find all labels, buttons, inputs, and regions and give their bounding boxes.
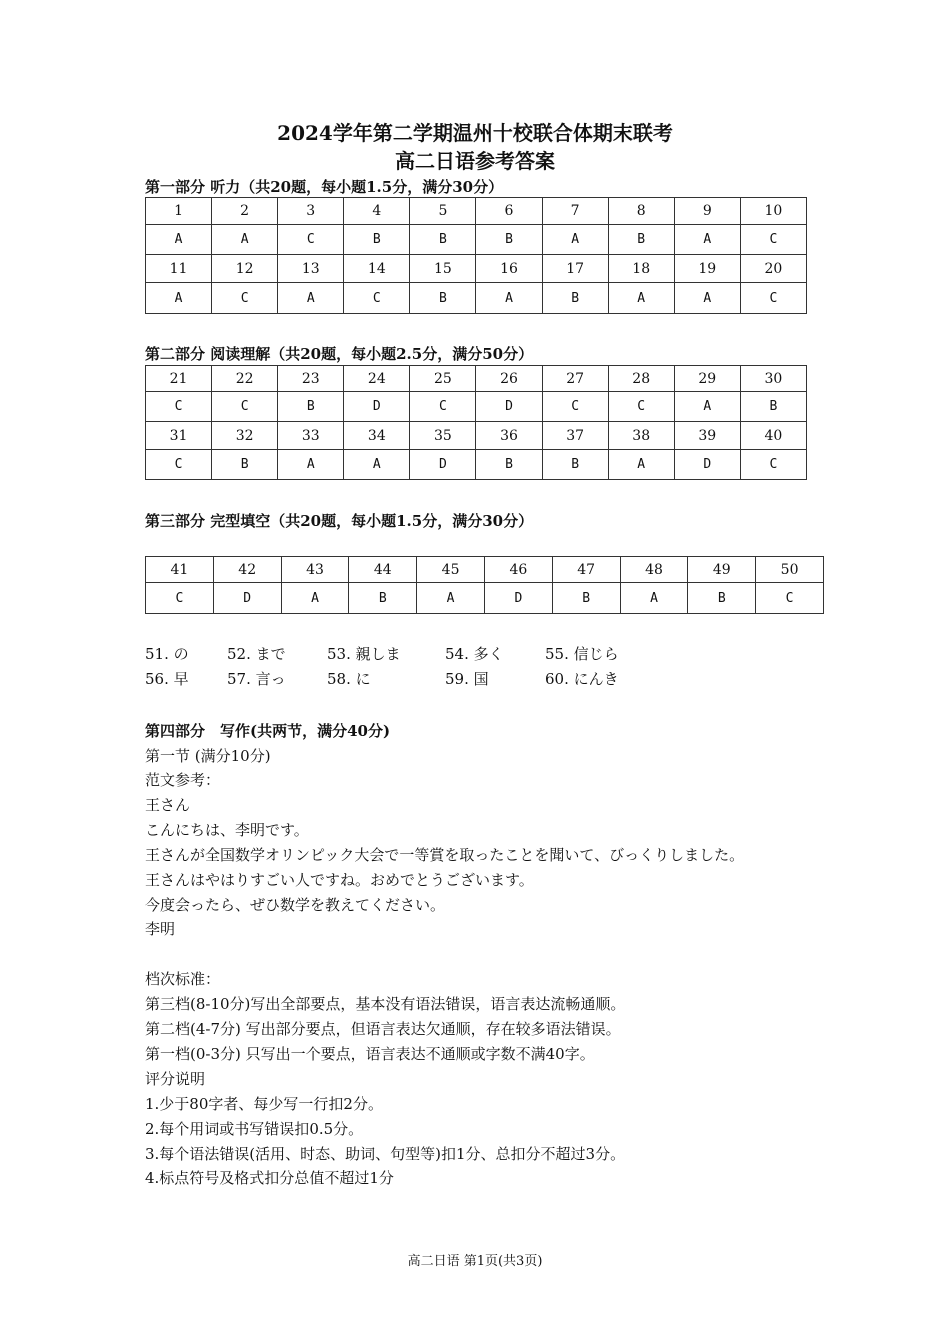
question-number: 18 [608,255,674,283]
sample-text-line: 今度会ったら、ぜひ数学を教えてください。 [145,896,446,914]
question-number: 1 [146,198,212,225]
section-heading-listening: 第一部分 听力（共20题，每小题1.5分，满分30分） [145,178,504,196]
question-number: 21 [146,366,212,392]
answer-cell: C [146,583,214,614]
answer-cell: B [212,450,278,480]
question-number: 30 [740,366,806,392]
sample-text-line: 王さんが全国数学オリンピック大会で一等賞を取ったことを聞いて、びっくりしました。 [145,846,745,864]
answer-cell: B [476,450,542,480]
answer-table-cloze [145,556,824,614]
answer-cell: C [740,450,806,480]
answer-cell: A [620,583,688,614]
answer-cell: C [410,392,476,422]
table-row [146,392,807,422]
answer-cell: C [542,392,608,422]
question-number: 3 [278,198,344,225]
question-number: 46 [484,557,552,583]
question-number: 44 [349,557,417,583]
question-number: 2 [212,198,278,225]
answer-cell: B [740,392,806,422]
question-number: 14 [344,255,410,283]
answer-cell: B [344,225,410,255]
criteria-line: 第一档(0-3分) 只写出一个要点，语言表达不通顺或字数不满40字。 [145,1045,595,1063]
answer-cell: A [417,583,485,614]
answer-cell: A [146,283,212,314]
fill-in-answer: 51. の [145,645,189,663]
fill-in-answer: 54. 多く [445,645,504,663]
answer-cell: C [212,392,278,422]
question-number: 43 [281,557,349,583]
question-number: 7 [542,198,608,225]
criteria-line: 第三档(8-10分)写出全部要点，基本没有语法错误，语言表达流畅通顺。 [145,995,626,1013]
question-number: 26 [476,366,542,392]
criteria-heading: 档次标准： [145,970,221,988]
answer-cell: C [344,283,410,314]
answer-cell: A [281,583,349,614]
question-number: 6 [476,198,542,225]
question-number: 19 [674,255,740,283]
question-number: 10 [740,198,806,225]
answer-cell: B [410,225,476,255]
scoring-line: 1.少于80字者、每少写一行扣2分。 [145,1095,383,1113]
answer-cell: D [213,583,281,614]
answer-cell: C [756,583,824,614]
question-number: 22 [212,366,278,392]
answer-cell: C [146,450,212,480]
page-title: 2024学年第二学期温州十校联合体期末联考 [277,121,673,145]
answer-cell: B [278,392,344,422]
answer-cell: B [349,583,417,614]
question-number: 31 [146,422,212,450]
answer-cell: C [146,392,212,422]
answer-cell: A [608,283,674,314]
answer-cell: B [552,583,620,614]
answer-cell: B [608,225,674,255]
answer-cell: D [484,583,552,614]
question-number: 45 [417,557,485,583]
answer-cell: D [410,450,476,480]
table-row [146,366,807,392]
question-number: 13 [278,255,344,283]
question-number: 29 [674,366,740,392]
table-row [146,583,824,614]
question-number: 8 [608,198,674,225]
answer-cell: A [674,392,740,422]
sample-text-line: こんにちは、李明です。 [145,821,309,839]
question-number: 41 [146,557,214,583]
page-subtitle: 高二日语参考答案 [395,149,555,173]
question-number: 49 [688,557,756,583]
question-number: 9 [674,198,740,225]
question-number: 17 [542,255,608,283]
table-row [146,557,824,583]
sample-text-line: 李明 [145,920,176,938]
question-number: 38 [608,422,674,450]
question-number: 37 [542,422,608,450]
question-number: 4 [344,198,410,225]
scoring-line: 3.每个语法错误(活用、时态、助词、句型等)扣1分、总扣分不超过3分。 [145,1145,626,1163]
answer-cell: D [344,392,410,422]
fill-in-answer: 53. 親しま [327,645,401,663]
section-heading-reading: 第二部分 阅读理解（共20题，每小题2.5分，满分50分） [145,345,534,363]
fill-in-answer: 57. 言っ [227,670,286,688]
question-number: 28 [608,366,674,392]
section-heading-writing: 第四部分 写作(共两节，满分40分) [145,722,391,740]
sample-label: 范文参考： [145,771,221,789]
table-row [146,283,807,314]
answer-cell: B [542,283,608,314]
question-number: 39 [674,422,740,450]
question-number: 11 [146,255,212,283]
fill-in-answer: 59. 国 [445,670,489,688]
question-number: 24 [344,366,410,392]
question-number: 33 [278,422,344,450]
fill-in-answer: 56. 早 [145,670,189,688]
answer-cell: A [674,225,740,255]
question-number: 48 [620,557,688,583]
answer-table-listening [145,197,807,314]
question-number: 32 [212,422,278,450]
answer-cell: C [608,392,674,422]
question-number: 27 [542,366,608,392]
answer-cell: A [344,450,410,480]
question-number: 34 [344,422,410,450]
question-number: 40 [740,422,806,450]
question-number: 15 [410,255,476,283]
page-footer: 高二日语 第1页(共3页) [407,1254,543,1269]
answer-table-reading [145,365,807,480]
sample-text-line: 王さん [145,796,191,814]
answer-cell: B [542,450,608,480]
section-heading-cloze: 第三部分 完型填空（共20题，每小题1.5分，满分30分） [145,512,534,530]
question-number: 25 [410,366,476,392]
answer-cell: D [674,450,740,480]
table-row [146,450,807,480]
answer-cell: C [740,225,806,255]
table-row [146,255,807,283]
table-row [146,422,807,450]
question-number: 35 [410,422,476,450]
fill-in-answer: 55. 信じら [545,645,619,663]
answer-cell: A [146,225,212,255]
question-number: 47 [552,557,620,583]
question-number: 50 [756,557,824,583]
answer-cell: C [212,283,278,314]
scoring-line: 4.标点符号及格式扣分总值不超过1分 [145,1169,394,1187]
sample-text-line: 王さんはやはりすごい人ですね。おめでとうございます。 [145,871,534,889]
answer-cell: B [688,583,756,614]
fill-in-answer: 52. まで [227,645,286,663]
question-number: 20 [740,255,806,283]
question-number: 12 [212,255,278,283]
question-number: 36 [476,422,542,450]
fill-in-answer: 58. に [327,670,371,688]
answer-cell: A [608,450,674,480]
answer-cell: A [542,225,608,255]
answer-cell: B [476,225,542,255]
answer-cell: C [278,225,344,255]
answer-cell: A [278,283,344,314]
scoring-line: 2.每个用词或书写错误扣0.5分。 [145,1120,364,1138]
question-number: 42 [213,557,281,583]
answer-cell: B [410,283,476,314]
subsection-title: 第一节 (满分10分) [145,747,271,765]
table-row [146,225,807,255]
answer-cell: C [740,283,806,314]
table-row [146,198,807,225]
fill-in-answer: 60. にんき [545,670,619,688]
answer-cell: A [278,450,344,480]
question-number: 5 [410,198,476,225]
criteria-line: 第二档(4-7分) 写出部分要点，但语言表达欠通顺，存在较多语法错误。 [145,1020,621,1038]
answer-cell: D [476,392,542,422]
answer-cell: A [476,283,542,314]
question-number: 16 [476,255,542,283]
answer-cell: A [674,283,740,314]
answer-cell: A [212,225,278,255]
question-number: 23 [278,366,344,392]
scoring-heading: 评分说明 [145,1070,206,1088]
